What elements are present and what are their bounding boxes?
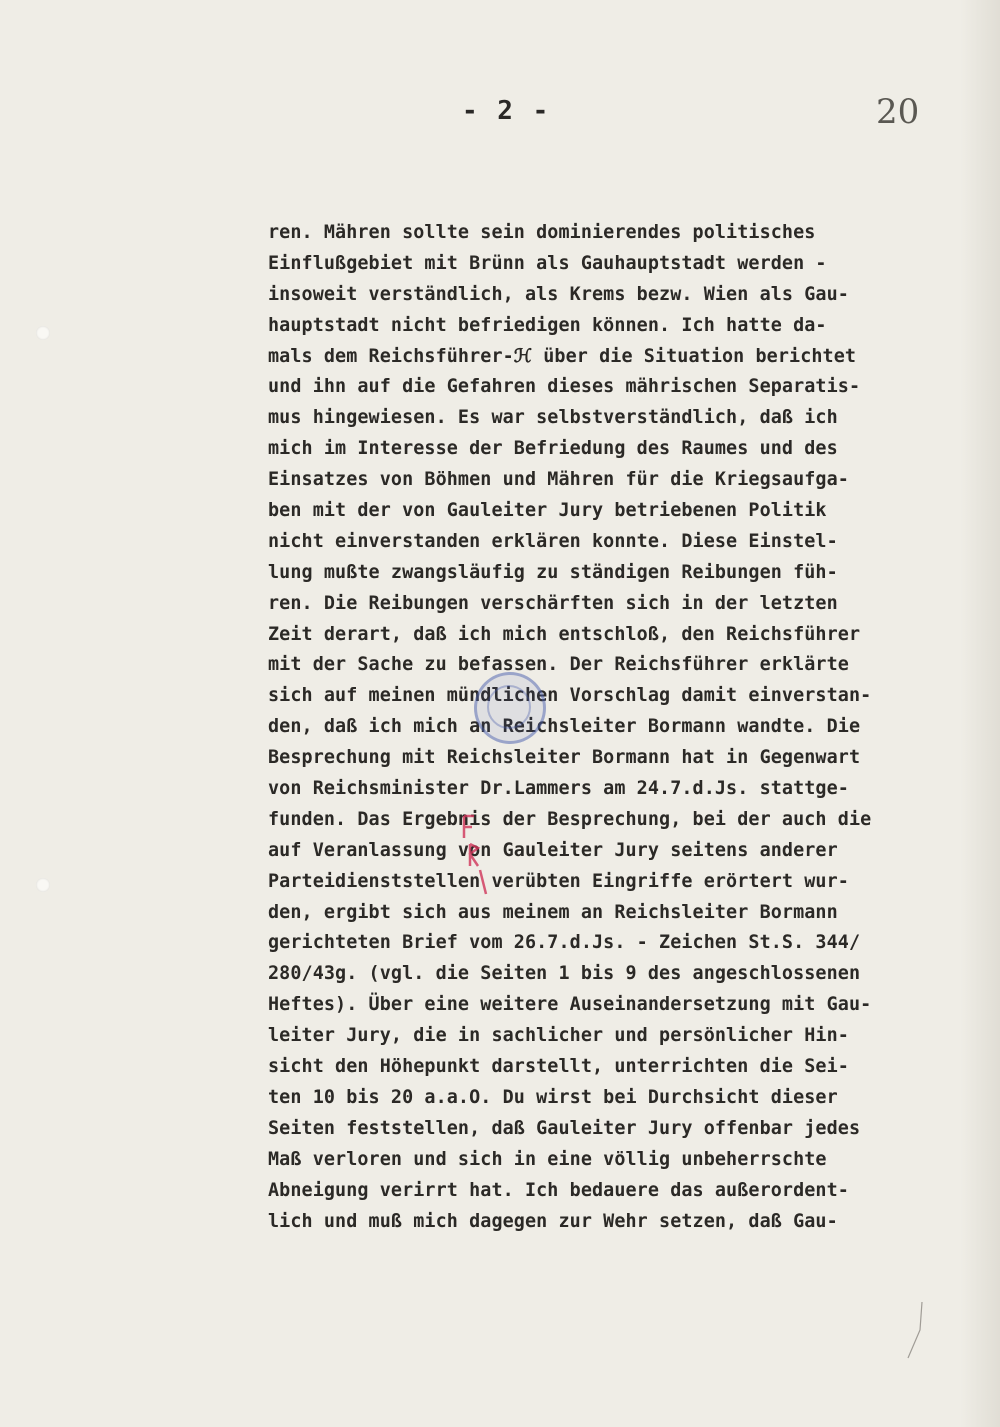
text-line: und ihn auf die Gefahren dieses mährischen Separatis- bbox=[268, 376, 861, 398]
text-line: Zeit derart, daß ich mich entschloß, den Reichsführer bbox=[268, 623, 861, 645]
text-line: Abneigung verirrt hat. Ich bedauere das außerordent- bbox=[268, 1179, 849, 1201]
text-line: sich auf meinen mündlichen Vorschlag damit einverstan- bbox=[268, 685, 872, 707]
text-line: hauptstadt nicht befriedigen können. Ich hatte da- bbox=[268, 314, 827, 336]
text-line: mus hingewiesen. Es war selbstverständlich, daß ich bbox=[268, 407, 838, 429]
folio-number: 20 bbox=[876, 92, 920, 132]
blue-seal-stamp bbox=[474, 672, 546, 744]
text-line: Parteidienststellen verübten Eingriffe erörtert wur- bbox=[268, 870, 849, 892]
text-line: Besprechung mit Reichsleiter Bormann hat in Gegenwart bbox=[268, 747, 861, 769]
text-line: sicht den Höhepunkt darstellt, unterrichten die Sei- bbox=[268, 1056, 849, 1078]
text-line: Seiten feststellen, daß Gauleiter Jury offenbar jedes bbox=[268, 1117, 861, 1139]
text-line: ren. Mähren sollte sein dominierendes politisches bbox=[268, 222, 816, 243]
text-line: lung mußte zwangsläufig zu ständigen Reibungen füh- bbox=[268, 561, 838, 583]
text-line: mit der Sache zu befassen. Der Reichsführer erklärte bbox=[268, 654, 849, 676]
text-line: den, daß ich mich an Reichsleiter Bormann wandte. Die bbox=[268, 716, 861, 738]
text-line: funden. Das Ergebnis der Besprechung, bei der auch die bbox=[268, 808, 872, 830]
text-line: mals dem Reichsführer-ℋ über die Situation berichtet bbox=[268, 345, 857, 367]
text-line: mich im Interesse der Befriedung des Raumes und des bbox=[268, 438, 838, 460]
text-line: insoweit verständlich, als Krems bezw. Wien als Gau- bbox=[268, 283, 849, 305]
text-line: Maß verloren und sich in eine völlig unbeherrschte bbox=[268, 1148, 827, 1170]
text-line: auf Veranlassung von Gauleiter Jury seitens anderer bbox=[268, 839, 838, 861]
text-line: ren. Die Reibungen verschärften sich in der letzten bbox=[268, 592, 838, 614]
text-line: den, ergibt sich aus meinem an Reichsleiter Bormann bbox=[268, 901, 838, 923]
text-line: 280/43g. (vgl. die Seiten 1 bis 9 des angeschlossenen bbox=[268, 963, 861, 985]
text-line: gerichteten Brief vom 26.7.d.Js. - Zeichen St.S. 344/ bbox=[268, 932, 861, 954]
text-line: Einflußgebiet mit Brünn als Gauhauptstadt werden - bbox=[268, 252, 827, 274]
text-line: Einsatzes von Böhmen und Mähren für die Kriegsaufga- bbox=[268, 469, 849, 491]
text-line: nicht einverstanden erklären konnte. Diese Einstel- bbox=[268, 530, 838, 552]
text-line: von Reichsminister Dr.Lammers am 24.7.d.Js. stattge- bbox=[268, 778, 849, 800]
punch-hole bbox=[36, 878, 50, 892]
page-number: - 2 - bbox=[462, 96, 551, 126]
text-line: leiter Jury, die in sachlicher und persönlicher Hin- bbox=[268, 1025, 849, 1047]
punch-hole bbox=[36, 326, 50, 340]
red-archive-stamp bbox=[450, 808, 520, 898]
blue-seal-stamp-ring bbox=[487, 685, 531, 729]
document-body bbox=[268, 218, 968, 1237]
text-line: ben mit der von Gauleiter Jury betriebenen Politik bbox=[268, 500, 827, 522]
text-line: Heftes). Über eine weitere Auseinandersetzung mit Gau- bbox=[268, 994, 872, 1016]
pencil-mark bbox=[900, 1300, 930, 1360]
text-line: lich und muß mich dagegen zur Wehr setzen, daß Gau- bbox=[268, 1210, 838, 1232]
text-line: ten 10 bis 20 a.a.O. Du wirst bei Durchsicht dieser bbox=[268, 1086, 838, 1108]
